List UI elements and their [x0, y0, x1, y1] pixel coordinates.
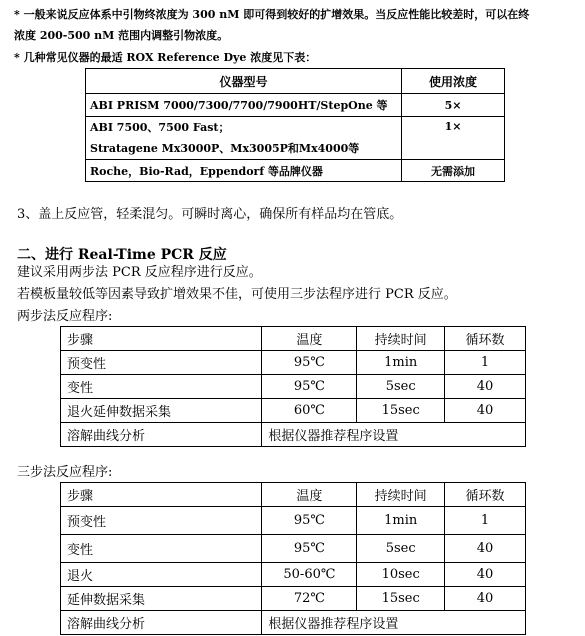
cycles-cell: 1 — [444, 507, 525, 535]
header-cycles: 循环数 — [444, 483, 525, 507]
paragraph: 建议采用两步法 PCR 反应程序进行反应。 — [17, 265, 262, 280]
table-row — [61, 611, 526, 635]
duration-cell: 1min — [357, 351, 445, 375]
duration-cell: 1min — [357, 507, 445, 535]
instrument-cell — [86, 117, 402, 160]
table-row — [61, 423, 526, 447]
duration-cell: 10sec — [357, 563, 445, 587]
rox-note: * 几种常见仪器的最适 ROX Reference Dye 浓度见下表： — [14, 51, 317, 64]
header-instrument-model: 仪器型号 — [86, 69, 402, 94]
cycles-cell: 40 — [444, 535, 525, 563]
three-step-program-table — [60, 482, 526, 635]
step-cell: 溶解曲线分析 — [61, 611, 262, 635]
table-row — [61, 351, 526, 375]
instrument-cell: Roche，Bio-Rad，Eppendorf 等品牌仪器 — [86, 160, 402, 182]
step-cell: 变性 — [61, 375, 262, 399]
step-cell: 溶解曲线分析 — [61, 423, 262, 447]
concentration-cell: 1× — [402, 117, 505, 160]
table-row — [86, 117, 505, 160]
header-duration: 持续时间 — [357, 327, 445, 351]
table-row — [61, 535, 526, 563]
table-row — [61, 587, 526, 611]
temperature-cell: 95℃ — [262, 507, 357, 535]
cycles-cell: 40 — [444, 399, 525, 423]
temperature-cell: 50-60℃ — [262, 563, 357, 587]
melt-setting-cell: 根据仪器推荐程序设置 — [262, 611, 526, 635]
step-cell: 预变性 — [61, 507, 262, 535]
melt-setting-cell: 根据仪器推荐程序设置 — [262, 423, 526, 447]
concentration-cell: 无需添加 — [402, 160, 505, 182]
table-row — [61, 507, 526, 535]
header-concentration: 使用浓度 — [402, 69, 505, 94]
step-3-text: 3、盖上反应管，轻柔混匀。可瞬时离心，确保所有样品均在管底。 — [17, 207, 403, 222]
table-row — [86, 160, 505, 182]
table-row — [61, 399, 526, 423]
three-step-label: 三步法反应程序: — [17, 465, 113, 480]
temperature-cell: 95℃ — [262, 375, 357, 399]
table-row — [86, 94, 505, 117]
table-row — [61, 563, 526, 587]
temperature-cell: 95℃ — [262, 351, 357, 375]
header-step: 步骤 — [61, 483, 262, 507]
duration-cell: 5sec — [357, 535, 445, 563]
cycles-cell: 40 — [444, 563, 525, 587]
step-cell: 预变性 — [61, 351, 262, 375]
two-step-label: 两步法反应程序: — [17, 309, 113, 324]
instrument-line: Stratagene Mx3000P、Mx3005P和Mx4000等 — [90, 142, 360, 155]
table-header-row — [86, 69, 505, 94]
note-line: 浓度 200-500 nM 范围内调整引物浓度。 — [14, 29, 229, 42]
step-cell: 退火 — [61, 563, 262, 587]
primer-concentration-note — [14, 4, 579, 46]
instrument-line: ABI 7500、7500 Fast； — [90, 121, 230, 134]
paragraph: 若模板量较低等因素导致扩增效果不佳，可使用三步法程序进行 PCR 反应。 — [17, 287, 457, 302]
cycles-cell: 40 — [444, 587, 525, 611]
table-row — [61, 375, 526, 399]
header-cycles: 循环数 — [444, 327, 525, 351]
header-temperature: 温度 — [262, 327, 357, 351]
duration-cell: 5sec — [357, 375, 445, 399]
cycles-cell: 40 — [444, 375, 525, 399]
concentration-cell: 5× — [402, 94, 505, 117]
step-cell: 变性 — [61, 535, 262, 563]
duration-cell: 15sec — [357, 399, 445, 423]
table-header-row — [61, 483, 526, 507]
header-temperature: 温度 — [262, 483, 357, 507]
temperature-cell: 60℃ — [262, 399, 357, 423]
rox-concentration-table — [85, 68, 505, 182]
section-heading: 二、进行 Real-Time PCR 反应 — [17, 247, 227, 263]
cycles-cell: 1 — [444, 351, 525, 375]
step-cell: 延伸数据采集 — [61, 587, 262, 611]
duration-cell: 15sec — [357, 587, 445, 611]
temperature-cell: 72℃ — [262, 587, 357, 611]
header-duration: 持续时间 — [357, 483, 445, 507]
instrument-cell: ABI PRISM 7000/7300/7700/7900HT/StepOne 等 — [86, 94, 402, 117]
two-step-program-table — [60, 326, 526, 447]
step-cell: 退火延伸数据采集 — [61, 399, 262, 423]
header-step: 步骤 — [61, 327, 262, 351]
note-line: * 一般来说反应体系中引物终浓度为 300 nM 即可得到较好的扩增效果。当反应性能比较差时，可以在终 — [14, 8, 530, 21]
temperature-cell: 95℃ — [262, 535, 357, 563]
table-header-row — [61, 327, 526, 351]
